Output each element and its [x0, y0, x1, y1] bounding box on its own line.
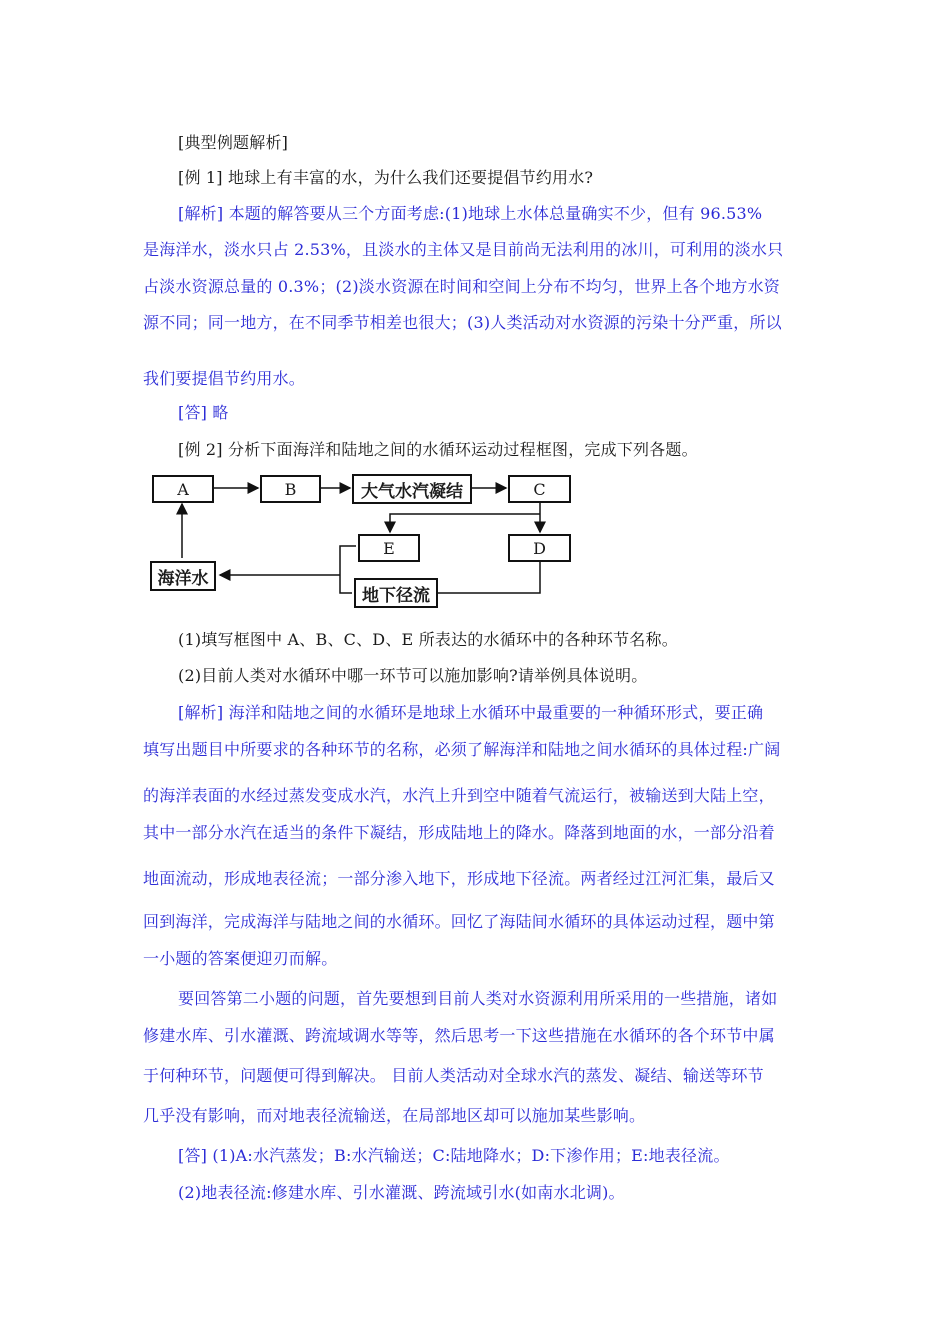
example-1-analysis-line-1: [解析] 本题的解答要从三个方面考虑:(1)地球上水体总量确实不少，但有 96.53%: [178, 204, 763, 223]
example-1-question: [例 1] 地球上有丰富的水，为什么我们还要提倡节约用水?: [178, 168, 594, 187]
example-2-analysis-line-4: 其中一部分水汽在适当的条件下凝结，形成陆地上的降水。降落到地面的水，一部分沿着: [143, 823, 775, 842]
water-cycle-diagram: [140, 462, 600, 612]
example-2-analysis-line-1: [解析] 海洋和陆地之间的水循环是地球上水循环中最重要的一种循环形式，要正确: [178, 703, 764, 722]
box-c: C: [508, 475, 571, 503]
example-1-answer: [答] 略: [178, 403, 229, 422]
example-1-analysis-line-3: 占淡水资源总量的 0.3%；(2)淡水资源在时间和空间上分布不均匀，世界上各个地方水资: [143, 277, 780, 296]
box-a: A: [152, 475, 214, 503]
box-b: B: [260, 475, 321, 503]
box-atmospheric-condensation: 大气水汽凝结: [352, 474, 472, 504]
box-groundwater-runoff: 地下径流: [354, 578, 438, 608]
example-2-analysis-line-8: 要回答第二小题的问题，首先要想到目前人类对水资源利用所采用的一些措施，诸如: [178, 989, 778, 1008]
box-e: E: [358, 534, 420, 562]
question-1: (1)填写框图中 A、B、C、D、E 所表达的水循环中的各种环节名称。: [178, 630, 678, 649]
example-2-answer-1: [答] (1)A:水汽蒸发；B:水汽输送；C:陆地降水；D:下渗作用；E:地表径流。: [178, 1146, 730, 1165]
question-2: (2)目前人类对水循环中哪一环节可以施加影响?请举例具体说明。: [178, 666, 648, 685]
example-1-analysis-line-4: 源不同；同一地方，在不同季节相差也很大；(3)人类活动对水资源的污染十分严重，所以: [143, 313, 782, 332]
example-2-analysis-line-2: 填写出题目中所要求的各种环节的名称，必须了解海洋和陆地之间水循环的具体过程:广阔: [143, 740, 781, 759]
example-2-analysis-line-7: 一小题的答案便迎刃而解。: [143, 949, 338, 968]
example-2-analysis-line-10: 于何种环节，问题便可得到解决。 目前人类活动对全球水汽的蒸发、凝结、输送等环节: [143, 1066, 764, 1085]
example-2-analysis-line-6: 回到海洋，完成海洋与陆地之间的水循环。回忆了海陆间水循环的具体运动过程，题中第: [143, 912, 775, 931]
example-2-analysis-line-3: 的海洋表面的水经过蒸发变成水汽，水汽上升到空中随着气流运行，被输送到大陆上空，: [143, 786, 775, 805]
example-2-analysis-line-9: 修建水库、引水灌溉、跨流域调水等等，然后思考一下这些措施在水循环的各个环节中属: [143, 1026, 775, 1045]
section-heading: [典型例题解析]: [178, 133, 289, 152]
box-d: D: [508, 534, 571, 562]
example-2-question: [例 2] 分析下面海洋和陆地之间的水循环运动过程框图，完成下列各题。: [178, 440, 698, 459]
arrow-c-to-e: [390, 514, 540, 532]
example-2-analysis-line-11: 几乎没有影响，而对地表径流输送，在局部地区却可以施加某些影响。: [143, 1106, 646, 1125]
arrow-d-to-groundwater: [420, 562, 540, 593]
example-1-analysis-line-2: 是海洋水，淡水只占 2.53%，且淡水的主体又是目前尚无法利用的冰川，可利用的淡水只: [143, 240, 784, 259]
box-ocean-water: 海洋水: [150, 561, 216, 591]
example-2-analysis-line-5: 地面流动，形成地表径流；一部分渗入地下，形成地下径流。两者经过江河汇集，最后又: [143, 869, 775, 888]
example-2-answer-2: (2)地表径流:修建水库、引水灌溉、跨流域引水(如南水北调)。: [178, 1183, 625, 1202]
example-1-analysis-line-5: 我们要提倡节约用水。: [143, 369, 306, 388]
